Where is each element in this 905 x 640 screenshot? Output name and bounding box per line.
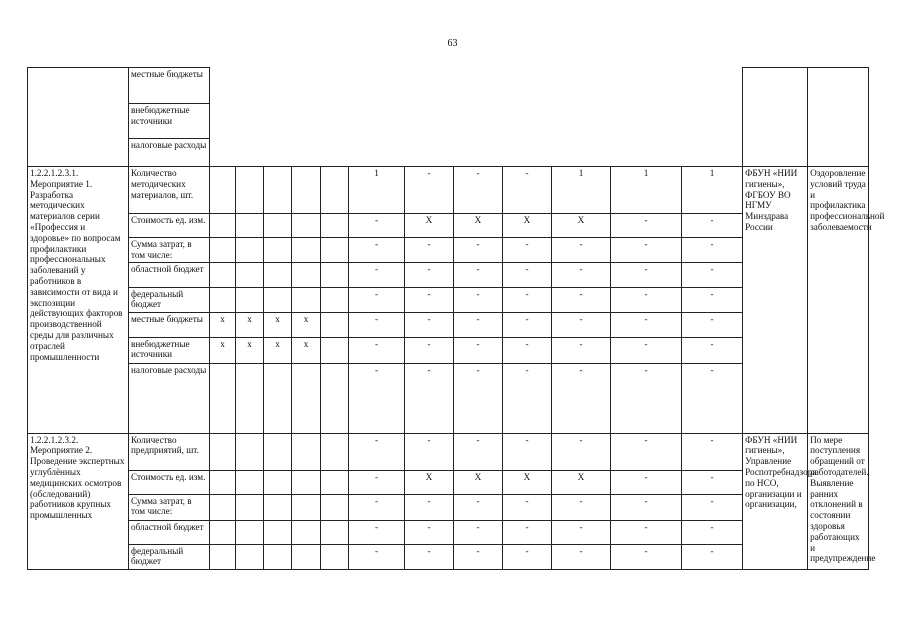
mark-cell xyxy=(236,433,264,470)
indicator-cell: областной бюджет xyxy=(129,262,210,287)
mark-cell xyxy=(236,544,264,569)
table-row xyxy=(28,494,869,520)
value-cell: - xyxy=(349,544,405,569)
table-row xyxy=(28,312,869,337)
value-cell: - xyxy=(682,262,743,287)
value-cell: X xyxy=(454,470,503,494)
mark-cell xyxy=(292,214,321,238)
value-cell: - xyxy=(405,167,454,214)
program-table xyxy=(27,67,885,570)
mark-cell xyxy=(236,520,264,544)
mark-cell xyxy=(292,287,321,312)
value-cell: - xyxy=(611,287,682,312)
indicator-cell: налоговые расходы xyxy=(129,363,210,433)
value-cell: - xyxy=(552,238,611,263)
value-cell: - xyxy=(405,433,454,470)
value-cell: - xyxy=(552,520,611,544)
value-cell: - xyxy=(405,312,454,337)
mark-cell: x xyxy=(264,312,292,337)
mark-cell xyxy=(264,544,292,569)
empty-result-cell xyxy=(808,68,869,167)
mark-cell xyxy=(264,433,292,470)
value-cell: - xyxy=(682,494,743,520)
blank-cell xyxy=(321,520,349,544)
value-cell: - xyxy=(349,494,405,520)
blank-cell xyxy=(321,238,349,263)
value-cell: - xyxy=(611,214,682,238)
value-cell: - xyxy=(552,287,611,312)
value-cell: X xyxy=(503,214,552,238)
indicator-cell: внебюджетные источники xyxy=(129,337,210,363)
value-cell: - xyxy=(503,337,552,363)
table-row xyxy=(28,363,869,433)
blank-cell xyxy=(321,167,349,214)
indicator-cell: федеральный бюджет xyxy=(129,544,210,569)
blank-cell xyxy=(321,544,349,569)
value-cell: - xyxy=(682,214,743,238)
mark-cell xyxy=(236,287,264,312)
mark-cell xyxy=(236,214,264,238)
executor-cell: ФБУН «НИИ гигиены», Управление Роспотребнадзора по НСО, организации и организации, xyxy=(743,433,808,569)
value-cell: 1 xyxy=(611,167,682,214)
mark-cell xyxy=(210,433,236,470)
value-cell: - xyxy=(503,433,552,470)
blank-cell xyxy=(321,312,349,337)
mark-cell: x xyxy=(292,312,321,337)
value-cell: - xyxy=(552,363,611,433)
mark-cell xyxy=(264,520,292,544)
mark-cell: x xyxy=(236,337,264,363)
mark-cell xyxy=(210,262,236,287)
value-cell: - xyxy=(405,287,454,312)
result-cell: Оздоровление условий труда и профилактика профессиональной заболеваемости xyxy=(808,167,869,434)
value-cell: - xyxy=(503,312,552,337)
value-cell: - xyxy=(454,262,503,287)
mark-cell xyxy=(236,494,264,520)
value-cell: - xyxy=(405,337,454,363)
mark-cell: x xyxy=(292,337,321,363)
value-cell: - xyxy=(552,337,611,363)
value-cell: - xyxy=(682,238,743,263)
value-cell: - xyxy=(611,544,682,569)
mark-cell xyxy=(264,167,292,214)
value-cell: - xyxy=(454,520,503,544)
value-cell: - xyxy=(611,312,682,337)
value-cell: - xyxy=(503,262,552,287)
value-cell: X xyxy=(405,470,454,494)
mark-cell xyxy=(292,238,321,263)
indicator-cell: Сумма затрат, в том числе: xyxy=(129,494,210,520)
table-row xyxy=(28,262,869,287)
indicator-cell: местные бюджеты xyxy=(129,312,210,337)
table-row xyxy=(28,337,869,363)
value-cell: - xyxy=(405,520,454,544)
table-row xyxy=(28,214,869,238)
value-cell: - xyxy=(682,433,743,470)
blank-cell xyxy=(321,214,349,238)
blank-cell xyxy=(321,363,349,433)
value-cell: - xyxy=(611,238,682,263)
empty-title-cell xyxy=(28,68,129,167)
value-cell: - xyxy=(349,238,405,263)
mark-cell xyxy=(210,494,236,520)
value-cell: - xyxy=(682,287,743,312)
value-cell: - xyxy=(503,494,552,520)
table-row xyxy=(28,470,869,494)
value-cell: - xyxy=(552,544,611,569)
value-cell: - xyxy=(454,337,503,363)
value-cell: - xyxy=(349,262,405,287)
value-cell: X xyxy=(503,470,552,494)
mark-cell xyxy=(292,167,321,214)
indicator-cell: внебюджетные источники xyxy=(129,104,210,139)
mark-cell xyxy=(264,494,292,520)
value-cell: - xyxy=(503,363,552,433)
value-cell: X xyxy=(552,214,611,238)
value-cell: - xyxy=(611,363,682,433)
value-cell: - xyxy=(454,494,503,520)
value-cell: X xyxy=(454,214,503,238)
indicator-cell: Стоимость ед. изм. xyxy=(129,470,210,494)
mark-cell xyxy=(264,363,292,433)
value-cell: - xyxy=(682,544,743,569)
mark-cell: x xyxy=(236,312,264,337)
value-cell: - xyxy=(454,363,503,433)
value-cell: - xyxy=(682,470,743,494)
value-cell: - xyxy=(349,312,405,337)
blank-cell xyxy=(321,433,349,470)
mark-cell xyxy=(210,363,236,433)
value-cell: - xyxy=(611,494,682,520)
value-cell: - xyxy=(682,520,743,544)
table-row xyxy=(28,433,869,470)
mark-cell xyxy=(236,262,264,287)
mark-cell xyxy=(210,287,236,312)
measure-title-cell: 1.2.2.1.2.3.1. Мероприятие 1. Разработка методических материалов серии «Профессия и здоровье» по вопросам профилактики профессиональных заболеваний у работников в зависимости от вида и экспозиции действующих факторов производственной среды для различных отраслей промышленности xyxy=(28,167,129,434)
empty-executor-cell xyxy=(743,68,808,167)
mark-cell xyxy=(236,238,264,263)
blank-cell xyxy=(321,494,349,520)
value-cell: - xyxy=(611,470,682,494)
empty-values-area xyxy=(210,68,743,167)
mark-cell xyxy=(264,470,292,494)
value-cell: - xyxy=(454,167,503,214)
value-cell: - xyxy=(405,238,454,263)
value-cell: - xyxy=(611,433,682,470)
value-cell: - xyxy=(552,433,611,470)
value-cell: - xyxy=(503,287,552,312)
measure-title-cell: 1.2.2.1.2.3.2. Мероприятие 2. Проведение экспертных углублённых медицинских осмотров (обследований) работников крупных промышленных xyxy=(28,433,129,569)
table-row xyxy=(28,68,869,104)
mark-cell xyxy=(210,238,236,263)
mark-cell xyxy=(292,433,321,470)
mark-cell xyxy=(292,470,321,494)
mark-cell xyxy=(210,470,236,494)
page-number: 63 xyxy=(447,38,458,49)
value-cell: - xyxy=(552,262,611,287)
mark-cell xyxy=(236,470,264,494)
blank-cell xyxy=(321,470,349,494)
mark-cell xyxy=(210,214,236,238)
table-row xyxy=(28,287,869,312)
value-cell: - xyxy=(349,470,405,494)
mark-cell xyxy=(210,167,236,214)
indicator-cell: областной бюджет xyxy=(129,520,210,544)
value-cell: - xyxy=(454,287,503,312)
mark-cell xyxy=(292,544,321,569)
value-cell: 1 xyxy=(349,167,405,214)
table-row xyxy=(28,520,869,544)
value-cell: - xyxy=(454,433,503,470)
value-cell: - xyxy=(611,520,682,544)
value-cell: - xyxy=(503,520,552,544)
indicator-cell: федеральный бюджет xyxy=(129,287,210,312)
table-row xyxy=(28,238,869,263)
mark-cell xyxy=(264,287,292,312)
value-cell: - xyxy=(454,312,503,337)
value-cell: - xyxy=(611,337,682,363)
blank-cell xyxy=(321,262,349,287)
value-cell: - xyxy=(349,363,405,433)
value-cell: 1 xyxy=(682,167,743,214)
value-cell: - xyxy=(682,363,743,433)
indicator-cell: Количество предприятий, шт. xyxy=(129,433,210,470)
indicator-cell: Сумма затрат, в том числе: xyxy=(129,238,210,263)
mark-cell xyxy=(236,363,264,433)
value-cell: - xyxy=(405,262,454,287)
indicator-cell: налоговые расходы xyxy=(129,139,210,167)
value-cell: - xyxy=(349,287,405,312)
value-cell: - xyxy=(349,520,405,544)
value-cell: - xyxy=(503,544,552,569)
value-cell: - xyxy=(454,544,503,569)
value-cell: - xyxy=(611,262,682,287)
mark-cell xyxy=(264,238,292,263)
value-cell: - xyxy=(349,214,405,238)
mark-cell xyxy=(292,363,321,433)
value-cell: 1 xyxy=(552,167,611,214)
value-cell: - xyxy=(349,337,405,363)
indicator-cell: Количество методических материалов, шт. xyxy=(129,167,210,214)
indicator-cell: Стоимость ед. изм. xyxy=(129,214,210,238)
mark-cell xyxy=(210,520,236,544)
table-row xyxy=(28,544,869,569)
value-cell: - xyxy=(503,238,552,263)
value-cell: - xyxy=(405,363,454,433)
mark-cell: x xyxy=(264,337,292,363)
value-cell: - xyxy=(682,337,743,363)
value-cell: - xyxy=(552,494,611,520)
value-cell: X xyxy=(405,214,454,238)
result-cell: По мере поступления обращений от работодателей. Выявление ранних отклонений в состоянии здоровья работающих и предупреждение xyxy=(808,433,869,569)
mark-cell xyxy=(264,262,292,287)
indicator-cell: местные бюджеты xyxy=(129,68,210,104)
mark-cell xyxy=(292,494,321,520)
mark-cell xyxy=(292,520,321,544)
mark-cell xyxy=(292,262,321,287)
value-cell: - xyxy=(405,544,454,569)
blank-cell xyxy=(321,287,349,312)
mark-cell xyxy=(210,544,236,569)
value-cell: - xyxy=(682,312,743,337)
mark-cell xyxy=(236,167,264,214)
value-cell: - xyxy=(454,238,503,263)
value-cell: - xyxy=(405,494,454,520)
value-cell: X xyxy=(552,470,611,494)
value-cell: - xyxy=(349,433,405,470)
value-cell: - xyxy=(552,312,611,337)
value-cell: - xyxy=(503,167,552,214)
table-row xyxy=(28,167,869,214)
mark-cell: x xyxy=(210,312,236,337)
executor-cell: ФБУН «НИИ гигиены», ФГБОУ ВО НГМУ Минздрава России xyxy=(743,167,808,434)
mark-cell xyxy=(264,214,292,238)
blank-cell xyxy=(321,337,349,363)
mark-cell: x xyxy=(210,337,236,363)
